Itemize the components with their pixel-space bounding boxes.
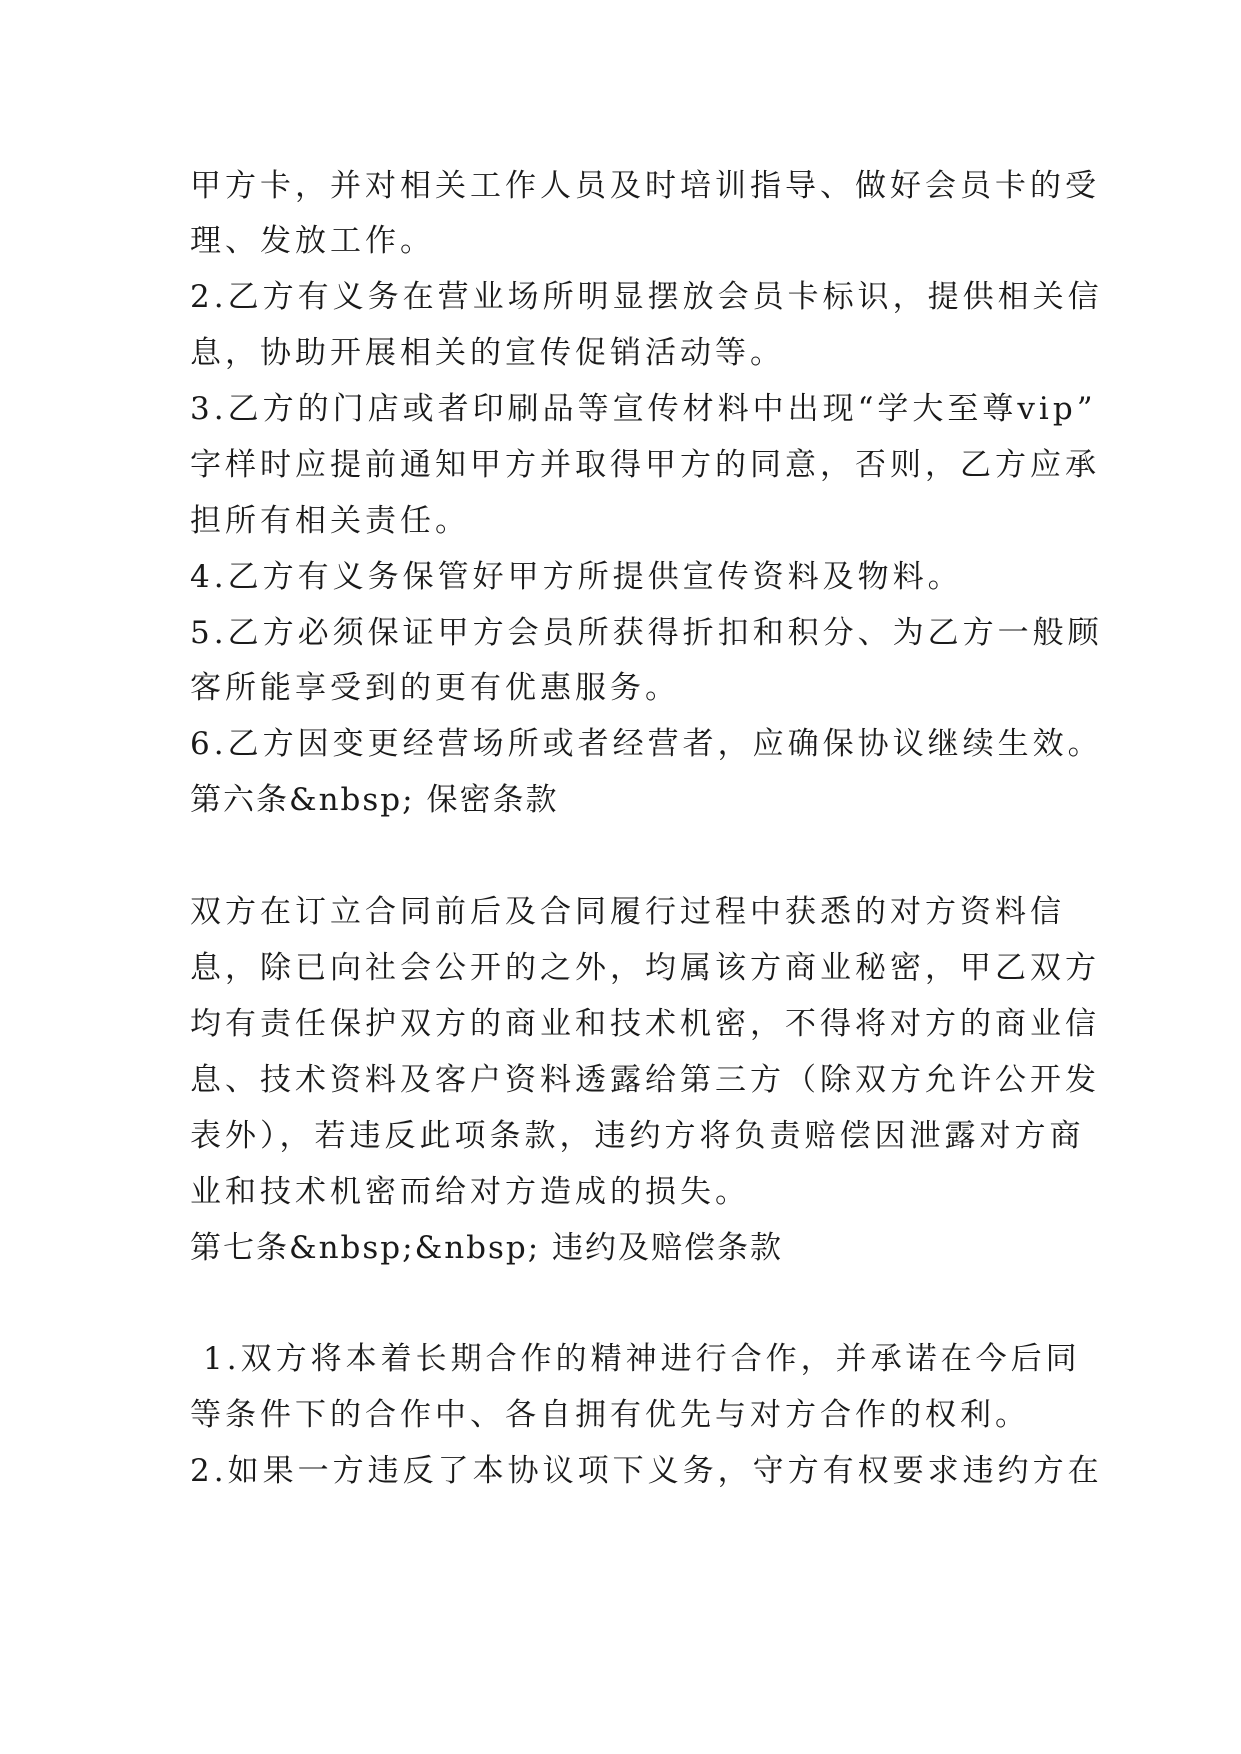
clause-item-2: 2.乙方有义务在营业场所明显摆放会员卡标识，提供相关信 (190, 279, 1103, 315)
clause-item-5: 5.乙方必须保证甲方会员所获得折扣和积分、为乙方一般顾 (190, 615, 1103, 651)
section-heading-article-6: 第六条&nbsp; 保密条款 (190, 782, 559, 818)
clause-item-3: 3.乙方的门店或者印刷品等宣传材料中出现“学大至尊vip” (190, 391, 1097, 427)
paragraph-line: 业和技术机密而给对方造成的损失。 (190, 1174, 750, 1210)
section-heading-article-7: 第七条&nbsp;&nbsp; 违约及赔偿条款 (190, 1230, 784, 1266)
paragraph-line: 字样时应提前通知甲方并取得甲方的同意，否则，乙方应承 (190, 447, 1100, 483)
clause-item-2b: 2.如果一方违反了本协议项下义务，守方有权要求违约方在 (190, 1453, 1103, 1489)
paragraph-line: 息，协助开展相关的宣传促销活动等。 (190, 335, 785, 371)
paragraph-line: 双方在订立合同前后及合同履行过程中获悉的对方资料信 (190, 894, 1065, 930)
clause-item-6: 6.乙方因变更经营场所或者经营者，应确保协议继续生效。 (190, 726, 1103, 762)
paragraph-line: 客所能享受到的更有优惠服务。 (190, 670, 680, 706)
paragraph-line: 息、技术资料及客户资料透露给第三方（除双方允许公开发 (190, 1062, 1100, 1098)
paragraph-line: 表外），若违反此项条款，违约方将负责赔偿因泄露对方商 (190, 1118, 1085, 1154)
paragraph-line: 息，除已向社会公开的之外，均属该方商业秘密，甲乙双方 (190, 950, 1100, 986)
clause-item-1: 1.双方将本着长期合作的精神进行合作，并承诺在今后同 (203, 1341, 1081, 1377)
paragraph-line: 甲方卡，并对相关工作人员及时培训指导、做好会员卡的受 (190, 168, 1100, 204)
paragraph-line: 均有责任保护双方的商业和技术机密，不得将对方的商业信 (190, 1006, 1100, 1042)
paragraph-line: 等条件下的合作中、各自拥有优先与对方合作的权利。 (190, 1397, 1030, 1433)
paragraph-line: 担所有相关责任。 (190, 503, 470, 539)
clause-item-4: 4.乙方有义务保管好甲方所提供宣传资料及物料。 (190, 559, 963, 595)
paragraph-line: 理、发放工作。 (190, 223, 435, 259)
